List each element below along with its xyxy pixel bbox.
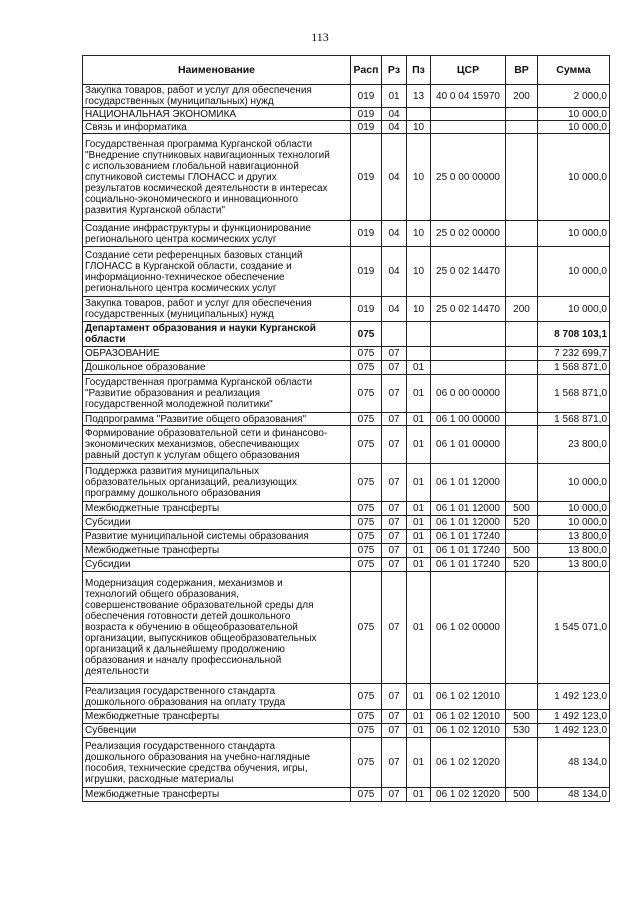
cell-name: Государственная программа Курганской области "Внедрение спутниковых навигационных технологий с использованием глобальной навигационной спутниковой системы ГЛОНАСС и других результатов космической деятельности в интересах социально-экономического и инновационного развития Курганской области" <box>83 134 351 221</box>
cell-csr: 06 1 01 00000 <box>431 426 506 464</box>
cell-csr <box>431 108 506 121</box>
header-name: Наименование <box>83 56 351 85</box>
cell-sum: 10 000,0 <box>538 221 610 247</box>
cell-rz: 07 <box>382 530 407 544</box>
cell-rz: 07 <box>382 558 407 572</box>
cell-rasp: 019 <box>351 247 382 297</box>
cell-pz: 01 <box>407 572 431 684</box>
cell-sum: 1 545 071,0 <box>538 572 610 684</box>
cell-name: Департамент образования и науки Курганской области <box>83 322 351 347</box>
table-row <box>83 85 610 108</box>
cell-sum: 10 000,0 <box>538 108 610 121</box>
cell-vr <box>506 375 538 413</box>
table-row <box>83 572 610 684</box>
cell-rz: 07 <box>382 572 407 684</box>
cell-sum: 2 000,0 <box>538 85 610 108</box>
cell-vr <box>506 322 538 347</box>
header-csr: ЦСР <box>431 56 506 85</box>
table-row <box>83 247 610 297</box>
cell-vr: 200 <box>506 297 538 322</box>
cell-rasp: 075 <box>351 516 382 530</box>
header-sum: Сумма <box>538 56 610 85</box>
cell-sum: 48 134,0 <box>538 788 610 802</box>
cell-sum: 8 708 103,1 <box>538 322 610 347</box>
cell-name: Межбюджетные трансферты <box>83 788 351 802</box>
cell-sum: 1 568 871,0 <box>538 361 610 375</box>
cell-rasp: 019 <box>351 297 382 322</box>
cell-vr <box>506 426 538 464</box>
cell-sum: 1 492 123,0 <box>538 710 610 724</box>
cell-rasp: 075 <box>351 375 382 413</box>
cell-name: Создание инфраструктуры и функционирование регионального центра космических услуг <box>83 221 351 247</box>
cell-name: Дошкольное образование <box>83 361 351 375</box>
cell-csr: 06 1 02 12010 <box>431 724 506 738</box>
cell-name: НАЦИОНАЛЬНАЯ ЭКОНОМИКА <box>83 108 351 121</box>
cell-rz: 07 <box>382 413 407 426</box>
cell-rasp: 075 <box>351 558 382 572</box>
cell-rz: 07 <box>382 464 407 502</box>
cell-rz: 07 <box>382 710 407 724</box>
cell-rasp: 075 <box>351 322 382 347</box>
table-row <box>83 558 610 572</box>
header-pz: Пз <box>407 56 431 85</box>
cell-csr: 25 0 02 14470 <box>431 247 506 297</box>
table-row <box>83 108 610 121</box>
table-row <box>83 322 610 347</box>
cell-name: Субсидии <box>83 516 351 530</box>
cell-sum: 1 568 871,0 <box>538 413 610 426</box>
cell-vr <box>506 738 538 788</box>
cell-vr <box>506 221 538 247</box>
cell-csr: 06 0 00 00000 <box>431 375 506 413</box>
cell-rasp: 075 <box>351 426 382 464</box>
cell-vr: 530 <box>506 724 538 738</box>
cell-rasp: 075 <box>351 413 382 426</box>
cell-csr: 40 0 04 15970 <box>431 85 506 108</box>
cell-csr: 06 1 02 12010 <box>431 684 506 710</box>
table-row <box>83 426 610 464</box>
cell-sum: 13 800,0 <box>538 558 610 572</box>
cell-pz: 01 <box>407 413 431 426</box>
cell-rasp: 019 <box>351 85 382 108</box>
cell-csr: 06 1 01 17240 <box>431 558 506 572</box>
cell-rz: 07 <box>382 684 407 710</box>
cell-rasp: 075 <box>351 347 382 361</box>
cell-vr: 520 <box>506 558 538 572</box>
cell-name: Межбюджетные трансферты <box>83 544 351 558</box>
cell-vr <box>506 347 538 361</box>
cell-rasp: 075 <box>351 530 382 544</box>
cell-sum: 1 568 871,0 <box>538 375 610 413</box>
cell-rasp: 019 <box>351 134 382 221</box>
cell-rz: 04 <box>382 297 407 322</box>
cell-vr <box>506 684 538 710</box>
cell-name: Межбюджетные трансферты <box>83 502 351 516</box>
cell-rasp: 075 <box>351 544 382 558</box>
cell-name: Развитие муниципальной системы образования <box>83 530 351 544</box>
cell-pz: 13 <box>407 85 431 108</box>
cell-rz: 07 <box>382 375 407 413</box>
cell-rz <box>382 322 407 347</box>
cell-rz: 07 <box>382 361 407 375</box>
cell-vr <box>506 134 538 221</box>
cell-csr: 06 1 01 17240 <box>431 544 506 558</box>
cell-rasp: 075 <box>351 464 382 502</box>
cell-csr: 06 1 00 00000 <box>431 413 506 426</box>
table-row <box>83 413 610 426</box>
cell-rz: 04 <box>382 134 407 221</box>
cell-vr: 500 <box>506 788 538 802</box>
cell-csr: 06 1 02 12020 <box>431 738 506 788</box>
cell-rasp: 075 <box>351 788 382 802</box>
cell-pz: 10 <box>407 134 431 221</box>
cell-rz: 07 <box>382 426 407 464</box>
cell-pz: 10 <box>407 221 431 247</box>
cell-rz: 04 <box>382 247 407 297</box>
cell-pz: 01 <box>407 375 431 413</box>
cell-pz: 01 <box>407 426 431 464</box>
page-number: 113 <box>311 30 329 44</box>
cell-csr <box>431 347 506 361</box>
cell-name: Модернизация содержания, механизмов и технологий общего образования, совершенствование образовательной среды для обеспечения готовности детей дошкольного возраста к обучению в общеобразовательной организации, выпускников общеобразовательных организаций к дальнейшему продолжению образования и началу профессиональной деятельности <box>83 572 351 684</box>
cell-name: Связь и информатика <box>83 121 351 134</box>
cell-rasp: 075 <box>351 724 382 738</box>
header-rasp: Расп <box>351 56 382 85</box>
cell-rasp: 019 <box>351 221 382 247</box>
cell-vr <box>506 361 538 375</box>
cell-pz: 01 <box>407 530 431 544</box>
cell-name: Государственная программа Курганской области "Развитие образования и реализация государственной молодежной политики" <box>83 375 351 413</box>
cell-sum: 13 800,0 <box>538 530 610 544</box>
budget-table <box>82 55 610 802</box>
cell-name: Закупка товаров, работ и услуг для обеспечения государственных (муниципальных) нужд <box>83 297 351 322</box>
cell-name: Реализация государственного стандарта дошкольного образования на оплату труда <box>83 684 351 710</box>
table-row <box>83 724 610 738</box>
cell-vr <box>506 413 538 426</box>
cell-sum: 10 000,0 <box>538 297 610 322</box>
cell-sum: 7 232 699,7 <box>538 347 610 361</box>
cell-sum: 13 800,0 <box>538 544 610 558</box>
table-row <box>83 788 610 802</box>
cell-name: Межбюджетные трансферты <box>83 710 351 724</box>
cell-pz: 01 <box>407 558 431 572</box>
cell-sum: 10 000,0 <box>538 121 610 134</box>
cell-name: Закупка товаров, работ и услуг для обеспечения государственных (муниципальных) нужд <box>83 85 351 108</box>
table-body <box>83 85 610 802</box>
cell-rz: 04 <box>382 121 407 134</box>
cell-rz: 07 <box>382 788 407 802</box>
cell-pz <box>407 347 431 361</box>
cell-vr <box>506 464 538 502</box>
table-row <box>83 361 610 375</box>
cell-pz: 01 <box>407 544 431 558</box>
cell-vr: 500 <box>506 544 538 558</box>
cell-rz: 04 <box>382 221 407 247</box>
table-row <box>83 530 610 544</box>
cell-vr <box>506 121 538 134</box>
cell-sum: 1 492 123,0 <box>538 684 610 710</box>
cell-rasp: 075 <box>351 502 382 516</box>
cell-csr: 25 0 02 14470 <box>431 297 506 322</box>
cell-sum: 10 000,0 <box>538 247 610 297</box>
cell-pz: 01 <box>407 464 431 502</box>
table-row <box>83 347 610 361</box>
cell-vr <box>506 247 538 297</box>
cell-csr: 25 0 02 00000 <box>431 221 506 247</box>
cell-rasp: 019 <box>351 108 382 121</box>
table-row <box>83 684 610 710</box>
cell-rz: 07 <box>382 724 407 738</box>
cell-sum: 23 800,0 <box>538 426 610 464</box>
cell-pz: 01 <box>407 710 431 724</box>
cell-pz: 10 <box>407 247 431 297</box>
cell-rz: 07 <box>382 738 407 788</box>
cell-pz: 01 <box>407 738 431 788</box>
cell-rz: 04 <box>382 108 407 121</box>
cell-pz: 01 <box>407 361 431 375</box>
cell-name: Поддержка развития муниципальных образовательных организаций, реализующих программу дошкольного образования <box>83 464 351 502</box>
cell-pz <box>407 108 431 121</box>
cell-rz: 07 <box>382 347 407 361</box>
cell-csr <box>431 121 506 134</box>
cell-pz: 01 <box>407 502 431 516</box>
cell-rasp: 075 <box>351 738 382 788</box>
cell-csr <box>431 322 506 347</box>
cell-sum: 10 000,0 <box>538 516 610 530</box>
cell-vr <box>506 530 538 544</box>
cell-name: Подпрограмма "Развитие общего образования" <box>83 413 351 426</box>
cell-csr: 06 1 01 12000 <box>431 516 506 530</box>
cell-rasp: 075 <box>351 710 382 724</box>
cell-sum: 48 134,0 <box>538 738 610 788</box>
cell-vr <box>506 572 538 684</box>
table-row <box>83 121 610 134</box>
cell-name: Формирование образовательной сети и финансово- экономических механизмов, обеспечивающих равный доступ к услугам общего образования <box>83 426 351 464</box>
cell-rz: 07 <box>382 516 407 530</box>
cell-vr <box>506 108 538 121</box>
cell-rz: 07 <box>382 502 407 516</box>
header-rz: Рз <box>382 56 407 85</box>
table-row <box>83 516 610 530</box>
cell-rz: 01 <box>382 85 407 108</box>
table-row <box>83 375 610 413</box>
cell-rasp: 075 <box>351 572 382 684</box>
cell-csr: 06 1 01 12000 <box>431 464 506 502</box>
table-row <box>83 464 610 502</box>
cell-rasp: 075 <box>351 684 382 710</box>
cell-csr <box>431 361 506 375</box>
cell-pz <box>407 322 431 347</box>
cell-rz: 07 <box>382 544 407 558</box>
table-row <box>83 544 610 558</box>
table-row <box>83 738 610 788</box>
cell-pz: 10 <box>407 121 431 134</box>
cell-name: ОБРАЗОВАНИЕ <box>83 347 351 361</box>
cell-csr: 06 1 02 00000 <box>431 572 506 684</box>
header-vr: ВР <box>506 56 538 85</box>
cell-vr: 500 <box>506 502 538 516</box>
cell-sum: 10 000,0 <box>538 464 610 502</box>
cell-vr: 200 <box>506 85 538 108</box>
cell-sum: 10 000,0 <box>538 134 610 221</box>
table-row <box>83 134 610 221</box>
cell-csr: 25 0 00 00000 <box>431 134 506 221</box>
table-row <box>83 221 610 247</box>
cell-sum: 1 492 123,0 <box>538 724 610 738</box>
table-row <box>83 710 610 724</box>
cell-rasp: 019 <box>351 121 382 134</box>
cell-rasp: 075 <box>351 361 382 375</box>
cell-csr: 06 1 01 12000 <box>431 502 506 516</box>
table-row <box>83 297 610 322</box>
cell-vr: 500 <box>506 710 538 724</box>
cell-pz: 01 <box>407 724 431 738</box>
cell-name: Субсидии <box>83 558 351 572</box>
cell-pz: 10 <box>407 297 431 322</box>
cell-name: Создание сети референцных базовых станций ГЛОНАСС в Курганской области, создание и информационно-техническое обеспечение регионального центра космических услуг <box>83 247 351 297</box>
table-header-row <box>83 56 610 85</box>
cell-csr: 06 1 02 12010 <box>431 710 506 724</box>
cell-csr: 06 1 02 12020 <box>431 788 506 802</box>
cell-vr: 520 <box>506 516 538 530</box>
cell-csr: 06 1 01 17240 <box>431 530 506 544</box>
cell-pz: 01 <box>407 684 431 710</box>
cell-pz: 01 <box>407 516 431 530</box>
cell-pz: 01 <box>407 788 431 802</box>
cell-name: Реализация государственного стандарта дошкольного образования на учебно-наглядные пособия, технические средства обучения, игры, игрушки, расходные материалы <box>83 738 351 788</box>
cell-sum: 10 000,0 <box>538 502 610 516</box>
table-row <box>83 502 610 516</box>
cell-name: Субвенции <box>83 724 351 738</box>
